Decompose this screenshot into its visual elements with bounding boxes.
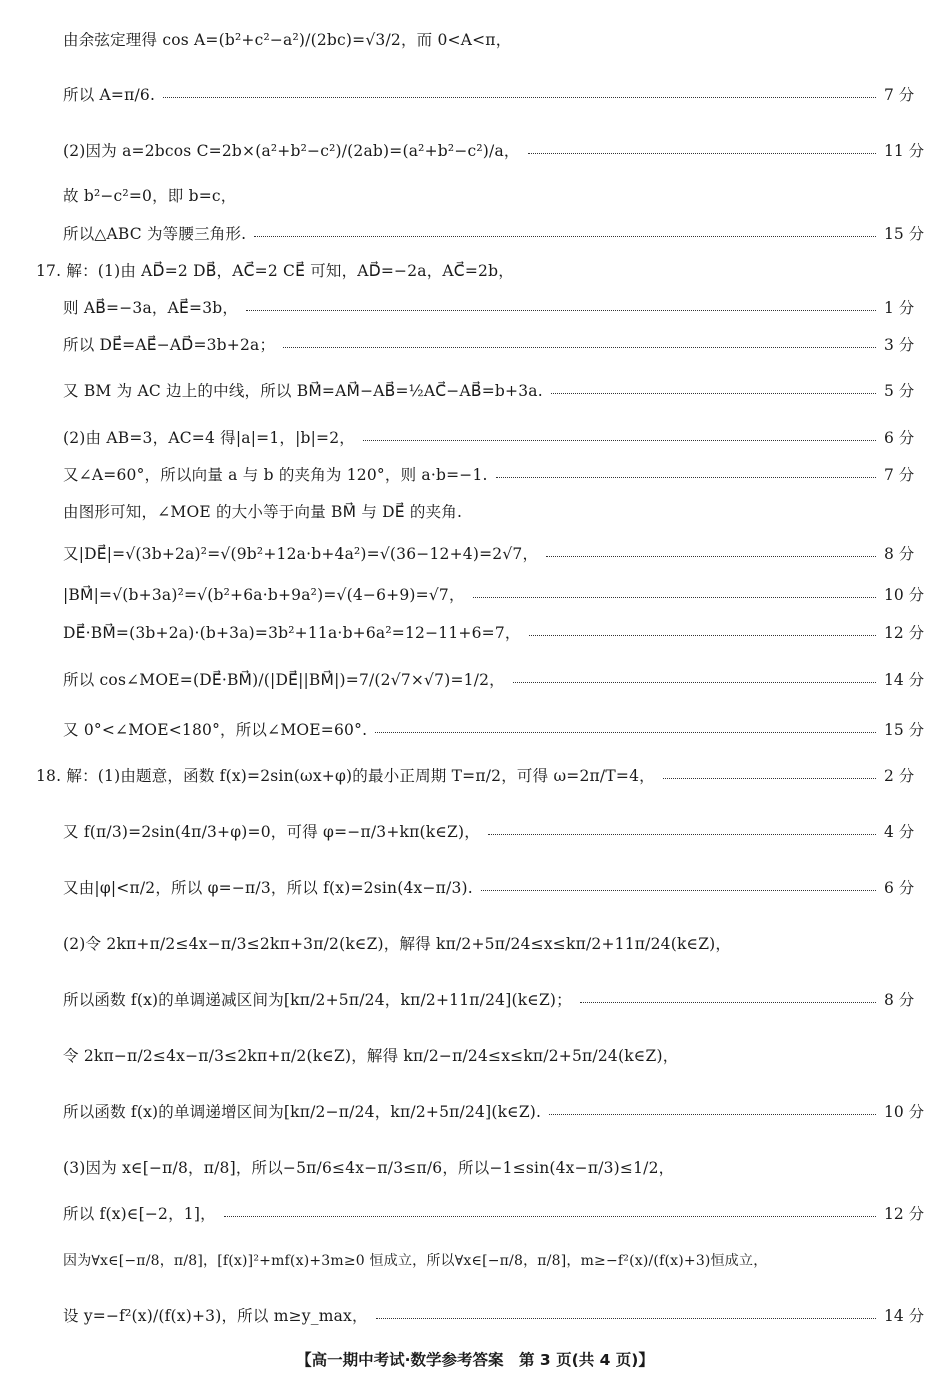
solution-line xyxy=(63,1245,912,1275)
line-text: 所以函数 f(x)的单调递增区间为[kπ/2−π/24，kπ/2+5π/24](k∈Z). xyxy=(63,1103,542,1121)
score-label: 3 分 xyxy=(884,336,915,354)
line-text: 所以 DE⃗=AE⃗−AD⃗=3b+2a； xyxy=(63,336,276,354)
solution-line xyxy=(63,24,912,54)
solution-line xyxy=(63,79,915,109)
score-label: 14 分 xyxy=(884,671,925,689)
solution-line xyxy=(63,1040,912,1070)
leader-dots xyxy=(663,778,876,779)
solution-line xyxy=(63,292,915,322)
line-text: 令 2kπ−π/2≤4x−π/3≤2kπ+π/2(k∈Z)，解得 kπ/2−π/24≤x≤kπ/2+5π/24(k∈Z)， xyxy=(63,1047,679,1065)
line-text: 又 0°<∠MOE<180°，所以∠MOE=60°. xyxy=(63,721,368,739)
solution-line xyxy=(63,180,912,210)
line-text: 设 y=−f²(x)/(f(x)+3)，所以 m≥y_max， xyxy=(63,1307,368,1325)
leader-dots xyxy=(163,97,876,98)
solution-line xyxy=(63,135,925,165)
solution-line xyxy=(63,459,915,489)
score-label: 14 分 xyxy=(884,1307,925,1325)
leader-dots xyxy=(529,635,876,636)
leader-dots xyxy=(363,440,876,441)
line-text: 由图形可知，∠MOE 的大小等于向量 BM⃗ 与 DE⃗ 的夹角. xyxy=(63,503,463,521)
score-label: 12 分 xyxy=(884,1205,925,1223)
line-text: DE⃗·BM⃗=(3b+2a)·(b+3a)=3b²+11a·b+6a²=12−11+6=7， xyxy=(63,624,521,642)
line-text: |BM⃗|=√(b+3a)²=√(b²+6a·b+9a²)=√(4−6+9)=√7， xyxy=(63,586,465,604)
leader-dots xyxy=(513,682,876,683)
solution-line xyxy=(63,872,915,902)
leader-dots xyxy=(376,1318,876,1319)
leader-dots xyxy=(546,556,876,557)
solution-line xyxy=(36,760,915,790)
score-label: 10 分 xyxy=(884,586,925,604)
solution-line xyxy=(63,1096,925,1126)
solution-line xyxy=(63,984,915,1014)
leader-dots xyxy=(551,393,876,394)
line-text: 18. 解：(1)由题意，函数 f(x)=2sin(ωx+φ)的最小正周期 T=π/2，可得 ω=2π/T=4， xyxy=(36,767,655,785)
line-text: (2)因为 a=2bcos C=2b×(a²+b²−c²)/(2ab)=(a²+b²−c²)/a， xyxy=(63,142,520,160)
solution-line xyxy=(63,617,925,647)
score-label: 15 分 xyxy=(884,225,925,243)
solution-line xyxy=(63,714,925,744)
score-label: 1 分 xyxy=(884,299,915,317)
line-text: 又|DE⃗|=√(3b+2a)²=√(9b²+12a·b+4a²)=√(36−12+4)=2√7， xyxy=(63,545,539,563)
solution-line xyxy=(36,255,912,285)
leader-dots xyxy=(375,732,876,733)
score-label: 11 分 xyxy=(884,142,925,160)
solution-line xyxy=(63,664,925,694)
score-label: 10 分 xyxy=(884,1103,925,1121)
line-text: 又 BM 为 AC 边上的中线，所以 BM⃗=AM⃗−AB⃗=½AC⃗−AB⃗=b+3a. xyxy=(63,382,543,400)
score-label: 8 分 xyxy=(884,991,915,1009)
line-text: 所以 f(x)∈[−2，1]， xyxy=(63,1205,216,1223)
leader-dots xyxy=(481,890,876,891)
solution-line xyxy=(63,218,925,248)
line-text: 则 AB⃗=−3a，AE⃗=3b， xyxy=(63,299,239,317)
solution-line xyxy=(63,579,925,609)
leader-dots xyxy=(580,1002,876,1003)
leader-dots xyxy=(224,1216,876,1217)
line-text: 故 b²−c²=0，即 b=c， xyxy=(63,187,237,205)
line-text: 又∠A=60°，所以向量 a 与 b 的夹角为 120°，则 a·b=−1. xyxy=(63,466,488,484)
leader-dots xyxy=(496,477,876,478)
leader-dots xyxy=(488,834,876,835)
line-text: 又 f(π/3)=2sin(4π/3+φ)=0，可得 φ=−π/3+kπ(k∈Z)， xyxy=(63,823,480,841)
leader-dots xyxy=(254,236,876,237)
score-label: 2 分 xyxy=(884,767,915,785)
solution-line xyxy=(63,538,915,568)
score-label: 4 分 xyxy=(884,823,915,841)
line-text: 所以△ABC 为等腰三角形. xyxy=(63,225,247,243)
solution-line xyxy=(63,375,915,405)
solution-line xyxy=(63,422,915,452)
line-text: 17. 解：(1)由 AD⃗=2 DB⃗，AC⃗=2 CE⃗ 可知，AD⃗=−2a，AC⃗=2b， xyxy=(36,262,514,280)
line-text: 所以函数 f(x)的单调递减区间为[kπ/2+5π/24，kπ/2+11π/24](k∈Z)； xyxy=(63,991,572,1009)
line-text: 又由|φ|<π/2，所以 φ=−π/3，所以 f(x)=2sin(4x−π/3). xyxy=(63,879,473,897)
leader-dots xyxy=(528,153,876,154)
solution-line xyxy=(63,816,915,846)
score-label: 6 分 xyxy=(884,879,915,897)
solution-line xyxy=(63,1300,925,1330)
solution-line xyxy=(63,1152,912,1182)
page-footer: 【高一期中考试·数学参考答案 第 3 页(共 4 页)】 xyxy=(296,1351,654,1369)
score-label: 7 分 xyxy=(884,86,915,104)
leader-dots xyxy=(473,597,876,598)
line-text: 因为∀x∈[−π/8，π/8]，[f(x)]²+mf(x)+3m≥0 恒成立，所以∀x∈[−π/8，π/8]，m≥−f²(x)/(f(x)+3)恒成立， xyxy=(63,1253,768,1269)
score-label: 5 分 xyxy=(884,382,915,400)
line-text: 由余弦定理得 cos A=(b²+c²−a²)/(2bc)=√3/2，而 0<A<π， xyxy=(63,31,512,49)
solution-line xyxy=(63,1198,925,1228)
leader-dots xyxy=(246,310,876,311)
score-label: 8 分 xyxy=(884,545,915,563)
leader-dots xyxy=(283,347,876,348)
line-text: 所以 A=π/6. xyxy=(63,86,156,104)
line-text: 所以 cos∠MOE=(DE⃗·BM⃗)/(|DE⃗||BM⃗|)=7/(2√7×√7)=1/2， xyxy=(63,671,505,689)
solution-line xyxy=(63,329,915,359)
score-label: 12 分 xyxy=(884,624,925,642)
line-text: (3)因为 x∈[−π/8，π/8]，所以−5π/6≤4x−π/3≤π/6，所以−1≤sin(4x−π/3)≤1/2， xyxy=(63,1159,675,1177)
solution-line xyxy=(63,928,912,958)
solution-line xyxy=(63,496,912,526)
score-label: 15 分 xyxy=(884,721,925,739)
score-label: 6 分 xyxy=(884,429,915,447)
score-label: 7 分 xyxy=(884,466,915,484)
line-text: (2)令 2kπ+π/2≤4x−π/3≤2kπ+3π/2(k∈Z)，解得 kπ/2+5π/24≤x≤kπ/2+11π/24(k∈Z)， xyxy=(63,935,732,953)
line-text: (2)由 AB=3，AC=4 得|a|=1，|b|=2， xyxy=(63,429,355,447)
leader-dots xyxy=(549,1114,876,1115)
